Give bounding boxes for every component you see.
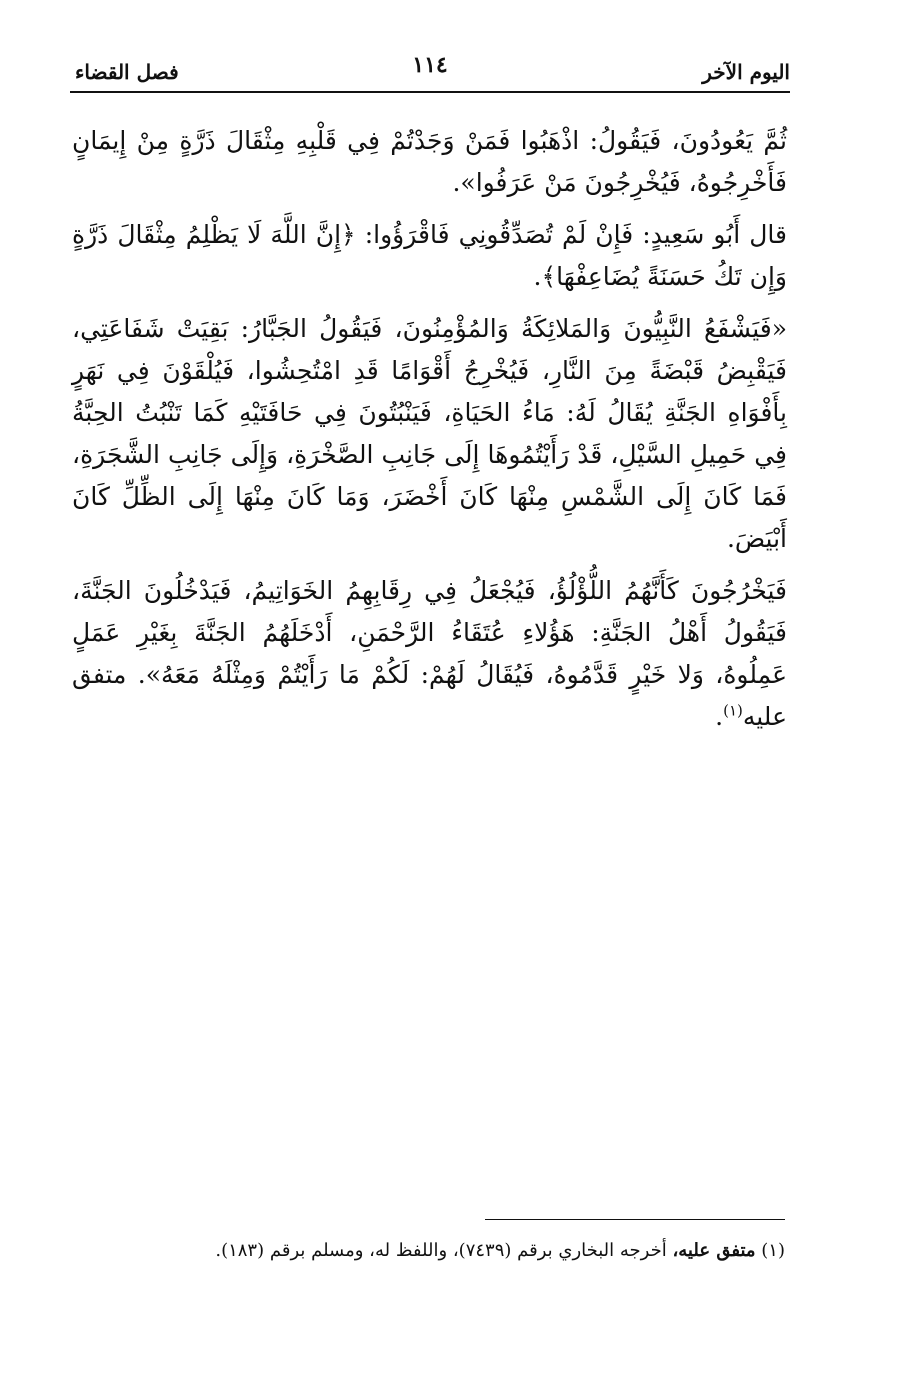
paragraph-2: [72, 214, 787, 298]
footnote-lead: متفق عليه،: [672, 1240, 756, 1261]
paragraph-4-end: .: [715, 702, 724, 731]
paragraph-4: [72, 570, 787, 738]
section-title: فصل القضاء: [75, 60, 179, 84]
quran-verse: ﴿إِنَّ اللَّهَ لَا يَظْلِمُ مِثْقَالَ ذَرَّةٍ وَإِن تَكُ حَسَنَةً يُضَاعِفْهَا﴾: [72, 220, 787, 291]
paragraph-1: ثُمَّ يَعُودُونَ، فَيَقُولُ: اذْهَبُوا فَمَنْ وَجَدْتُمْ فِي قَلْبِهِ مِثْقَالَ ذَرَّةٍ مِنْ إِيمَانٍ فَأَخْرِجُوهُ، فَيُخْرِجُونَ مَنْ عَرَفُوا».: [72, 126, 787, 197]
footnote-text: أخرجه البخاري برقم (٧٤٣٩)، واللفظ له، ومسلم برقم (١٨٣).: [215, 1240, 667, 1261]
footnote-divider: [485, 1219, 785, 1220]
footnote: [72, 1236, 785, 1266]
paragraph-4-text: فَيَخْرُجُونَ كَأَنَّهُمُ اللُّؤْلُؤُ، فَيُجْعَلُ فِي رِقَابِهِمُ الخَوَاتِيمُ، فَيَدْخُلُونَ الجَنَّةَ، فَيَقُولُ أَهْلُ الجَنَّةِ: هَؤُلاءِ عُتَقَاءُ الرَّحْمَنِ، أَدْخَلَهُمُ الجَنَّةَ بِغَيْرِ عَمَلٍ عَمِلُوهُ، وَلا خَيْرٍ قَدَّمُوهُ، فَيُقَالُ لَهُمْ: لَكُمْ مَا رَأَيْتُمْ وَمِثْلَهُ مَعَهُ». متفق عليه: [72, 576, 787, 731]
paragraph-2-end: .: [533, 262, 542, 291]
running-header: [70, 52, 790, 92]
page-number: ١١٤: [412, 52, 448, 78]
header-divider: [70, 91, 790, 93]
main-text: [72, 120, 787, 748]
paragraph-3: «فَيَشْفَعُ النَّبِيُّونَ وَالمَلائِكَةُ وَالمُؤْمِنُونَ، فَيَقُولُ الجَبَّارُ: بَقِيَتْ شَفَاعَتِي، فَيَقْبِضُ قَبْضَةً مِنَ النَّارِ، فَيُخْرِجُ أَقْوَامًا قَدِ امْتُحِشُوا، فَيُلْقَوْنَ فِي نَهَرٍ بِأَفْوَاهِ الجَنَّةِ يُقَالُ لَهُ: مَاءُ الحَيَاةِ، فَيَنْبُتُونَ فِي حَافَتَيْهِ كَمَا تَنْبُتُ الحِبَّةُ فِي حَمِيلِ السَّيْلِ، قَدْ رَأَيْتُمُوهَا إِلَى جَانِبِ الصَّخْرَةِ، وَإِلَى جَانِبِ الشَّجَرَةِ، فَمَا كَانَ إِلَى الشَّمْسِ مِنْهَا كَانَ أَخْضَرَ، وَمَا كَانَ مِنْهَا إِلَى الظِّلِّ كَانَ أَبْيَضَ.: [72, 314, 787, 553]
book-title: اليوم الآخر: [702, 60, 790, 84]
paragraph-2-intro: قال أَبُو سَعِيدٍ: فَإِنْ لَمْ تُصَدِّقُونِي فَاقْرَؤُوا:: [355, 220, 787, 249]
footnote-reference: (١): [723, 701, 743, 720]
footnote-number: (١): [761, 1240, 785, 1261]
